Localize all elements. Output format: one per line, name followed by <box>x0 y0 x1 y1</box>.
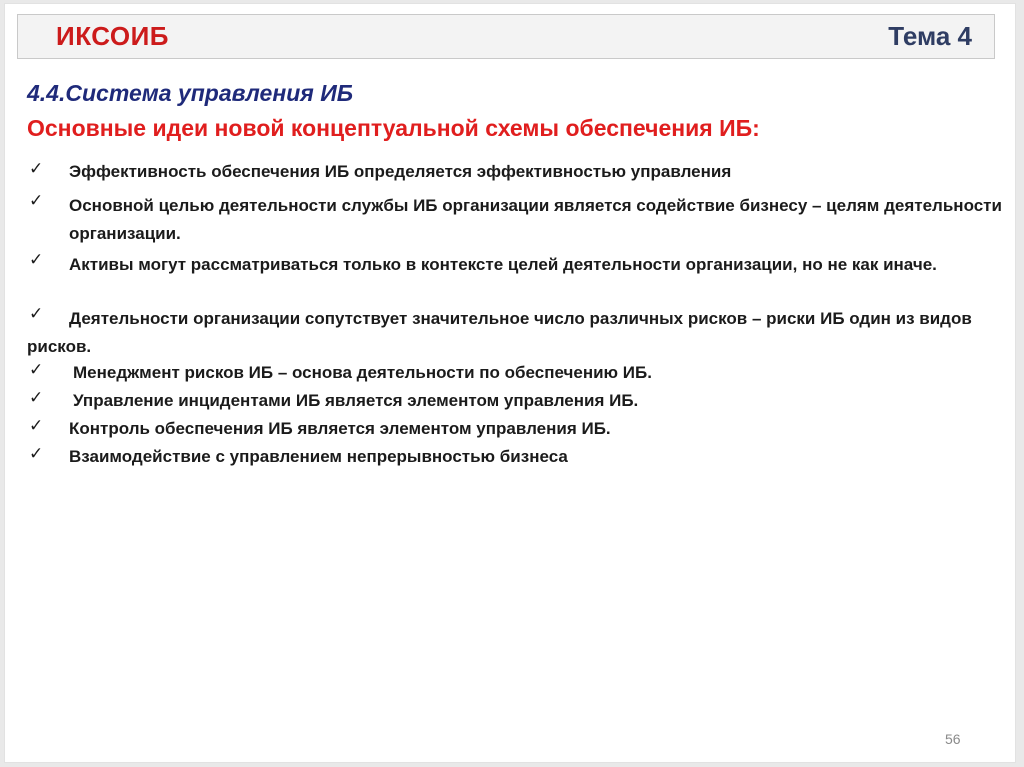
check-mark-icon: ✓ <box>29 304 44 324</box>
check-mark-icon: ✓ <box>29 191 44 211</box>
bullet-item <box>27 389 1007 417</box>
check-mark-icon: ✓ <box>29 250 44 270</box>
topic-label: Тема 4 <box>888 21 972 51</box>
slide <box>4 3 1016 763</box>
bullet-text: Эффективность обеспечения ИБ определяется эффективностью управления <box>69 162 732 181</box>
bullet-item <box>27 251 1007 305</box>
bullet-item <box>27 417 1007 445</box>
subtitle: Основные идеи новой концептуальной схемы обеспечения ИБ: <box>27 115 760 141</box>
check-mark-icon: ✓ <box>29 360 44 380</box>
bullet-text: Контроль обеспечения ИБ является элементом управления ИБ. <box>69 419 611 438</box>
bullet-item <box>27 160 1007 192</box>
bullet-text: Взаимодействие с управлением непрерывностью бизнеса <box>69 447 568 466</box>
bullet-text: Основной целью деятельности службы ИБ организации является содействие бизнесу – целям деятельности организации. <box>69 196 1002 243</box>
bullet-list <box>27 160 1007 473</box>
bullet-item <box>27 192 1007 251</box>
header-bar <box>17 14 995 59</box>
check-mark-icon: ✓ <box>29 416 44 436</box>
page-number: 56 <box>945 731 961 747</box>
brand-title: ИКСОИБ <box>56 21 169 51</box>
check-mark-icon: ✓ <box>29 444 44 464</box>
check-mark-icon: ✓ <box>29 388 44 408</box>
bullet-item <box>27 305 1007 361</box>
bullet-text: Менеджмент рисков ИБ – основа деятельности по обеспечению ИБ. <box>73 363 652 382</box>
bullet-text: Деятельности организации сопутствует значительное число различных рисков – риски ИБ один из видов рисков. <box>27 309 972 356</box>
section-title: 4.4.Система управления ИБ <box>27 80 354 106</box>
bullet-item <box>27 361 1007 389</box>
bullet-text: Активы могут рассматриваться только в контексте целей деятельности организации, но не как иначе. <box>69 255 937 274</box>
bullet-item <box>27 445 1007 473</box>
bullet-text: Управление инцидентами ИБ является элементом управления ИБ. <box>73 391 639 410</box>
check-mark-icon: ✓ <box>29 159 44 179</box>
